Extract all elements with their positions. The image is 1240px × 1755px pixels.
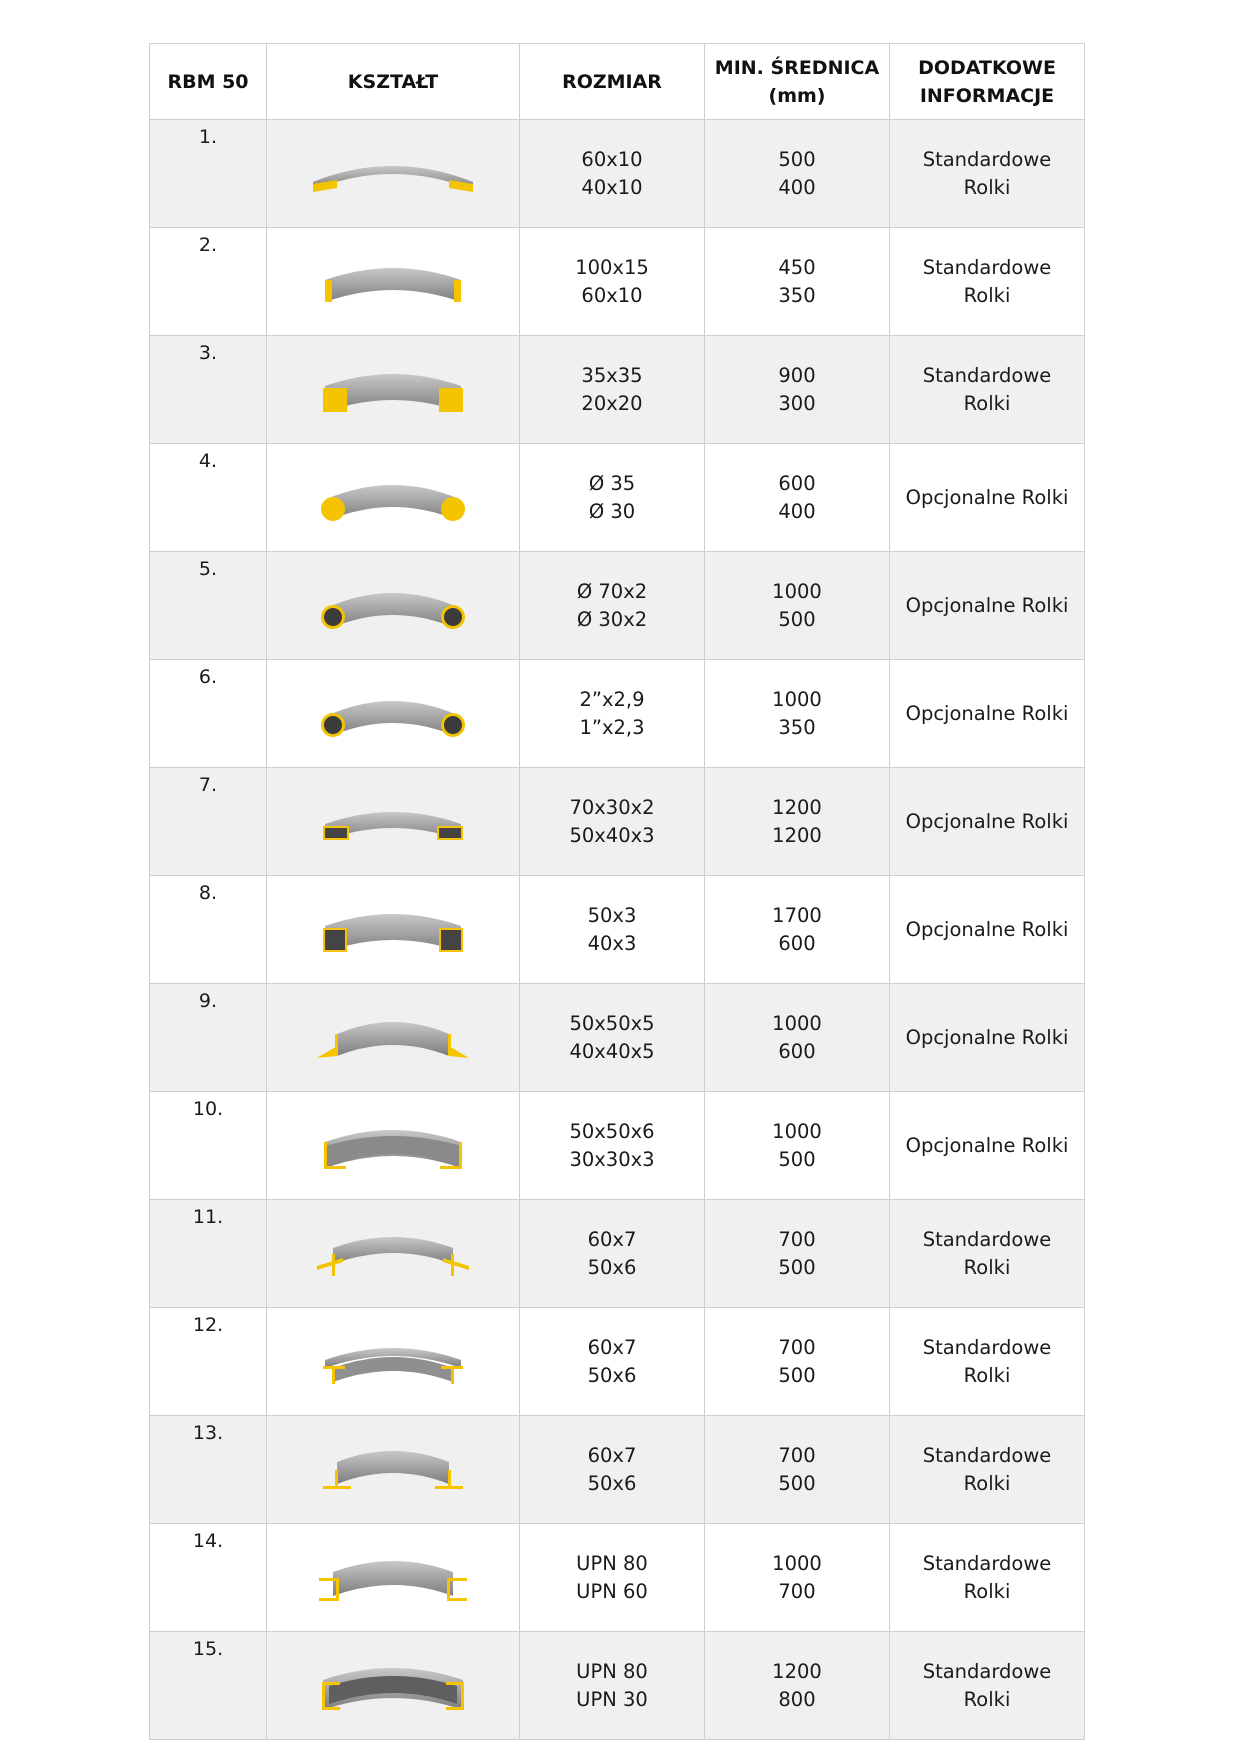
extra-info-value (890, 876, 1085, 984)
extra-info-value-line: Standardowe (922, 1227, 1052, 1251)
min-diameter-value-line: 600 (778, 931, 816, 955)
min-diameter-value (705, 1200, 890, 1308)
min-diameter-value (705, 660, 890, 768)
extra-info-value (890, 660, 1085, 768)
extra-info-value-line: Standardowe (922, 255, 1052, 279)
min-diameter-value (705, 552, 890, 660)
table-row (150, 660, 1085, 768)
min-diameter-value (705, 444, 890, 552)
shape-cell (267, 1200, 520, 1308)
table-row (150, 984, 1085, 1092)
table-row (150, 1632, 1085, 1740)
shape-cell (267, 1632, 520, 1740)
size-value-line: 60x7 (587, 1443, 637, 1467)
min-diameter-value (705, 984, 890, 1092)
shape-cell (267, 1308, 520, 1416)
min-diameter-value-line: 350 (778, 283, 816, 307)
min-diameter-value-line: 450 (778, 255, 816, 279)
table-row (150, 1200, 1085, 1308)
size-value (520, 444, 705, 552)
table-row (150, 1524, 1085, 1632)
extra-info-value (890, 1416, 1085, 1524)
min-diameter-value (705, 768, 890, 876)
min-diameter-value (705, 1092, 890, 1200)
size-value-line: UPN 60 (576, 1579, 648, 1603)
extra-info-value-line: Opcjonalne Rolki (905, 485, 1069, 509)
min-diameter-value (705, 1416, 890, 1524)
row-number: 15. (150, 1632, 267, 1740)
min-diameter-value-line: 500 (778, 1471, 816, 1495)
min-diameter-value-line: 600 (778, 1039, 816, 1063)
row-number: 9. (150, 984, 267, 1092)
size-value (520, 228, 705, 336)
table-row (150, 228, 1085, 336)
row-number: 5. (150, 552, 267, 660)
min-diameter-value-line: 350 (778, 715, 816, 739)
min-diameter-value-line: 1000 (772, 579, 822, 603)
table-row (150, 1416, 1085, 1524)
flat-bar-on-edge-icon (267, 252, 519, 312)
size-value-line: 50x40x3 (569, 823, 655, 847)
size-value-line: 100x15 (575, 255, 649, 279)
min-diameter-value-line: 1200 (772, 795, 822, 819)
bending-spec-table (149, 43, 1085, 1740)
size-value (520, 1092, 705, 1200)
size-value-line: 50x6 (587, 1471, 637, 1495)
extra-info-value-line: Rolki (963, 391, 1011, 415)
size-value (520, 120, 705, 228)
min-diameter-value-line: 700 (778, 1443, 816, 1467)
min-diameter-value-line: 1000 (772, 1011, 822, 1035)
table-header-row (150, 44, 1085, 120)
min-diameter-value-line: 400 (778, 175, 816, 199)
size-value (520, 1632, 705, 1740)
extra-info-value (890, 552, 1085, 660)
min-diameter-value (705, 1632, 890, 1740)
table-row (150, 876, 1085, 984)
square-tube-icon (267, 900, 519, 960)
min-diameter-value (705, 1308, 890, 1416)
row-number: 7. (150, 768, 267, 876)
extra-info-value (890, 1524, 1085, 1632)
header-extra-info: DODATKOWE INFORMACJE (890, 44, 1085, 120)
size-value (520, 1416, 705, 1524)
table-row (150, 552, 1085, 660)
angle-outward-icon (267, 1008, 519, 1068)
row-number: 3. (150, 336, 267, 444)
size-value-line: Ø 35 (588, 471, 636, 495)
size-value-line: 60x10 (581, 283, 643, 307)
shape-cell (267, 552, 520, 660)
min-diameter-value-line: 1200 (772, 1659, 822, 1683)
min-diameter-value-line: 700 (778, 1335, 816, 1359)
extra-info-value (890, 768, 1085, 876)
extra-info-value (890, 336, 1085, 444)
size-value (520, 336, 705, 444)
extra-info-value-line: Rolki (963, 175, 1011, 199)
extra-info-value-line: Standardowe (922, 1659, 1052, 1683)
size-value-line: 60x7 (587, 1227, 637, 1251)
min-diameter-value-line: 900 (778, 363, 816, 387)
shape-cell (267, 984, 520, 1092)
min-diameter-value-line: 700 (778, 1579, 816, 1603)
min-diameter-value-line: 1000 (772, 1551, 822, 1575)
extra-info-value-line: Standardowe (922, 363, 1052, 387)
shape-cell (267, 1524, 520, 1632)
header-shape: KSZTAŁT (267, 44, 520, 120)
square-bar-icon (267, 360, 519, 420)
size-value-line: 40x40x5 (569, 1039, 655, 1063)
min-diameter-value-line: 700 (778, 1227, 816, 1251)
min-diameter-value-line: 500 (778, 147, 816, 171)
size-value-line: 50x6 (587, 1363, 637, 1387)
table-row (150, 336, 1085, 444)
size-value-line: Ø 70x2 (576, 579, 648, 603)
size-value (520, 768, 705, 876)
row-number: 10. (150, 1092, 267, 1200)
extra-info-value-line: Rolki (963, 1687, 1011, 1711)
extra-info-value-line: Opcjonalne Rolki (905, 809, 1069, 833)
min-diameter-value (705, 228, 890, 336)
extra-info-value-line: Opcjonalne Rolki (905, 1133, 1069, 1157)
extra-info-value-line: Opcjonalne Rolki (905, 593, 1069, 617)
extra-info-value-line: Standardowe (922, 1443, 1052, 1467)
extra-info-value-line: Opcjonalne Rolki (905, 1025, 1069, 1049)
min-diameter-value-line: 1000 (772, 1119, 822, 1143)
extra-info-value-line: Rolki (963, 1579, 1011, 1603)
extra-info-value (890, 1308, 1085, 1416)
channel-flange-in-icon (267, 1656, 519, 1716)
size-value-line: 40x3 (587, 931, 637, 955)
table-row (150, 444, 1085, 552)
min-diameter-value-line: 1000 (772, 687, 822, 711)
size-value-line: 50x50x5 (569, 1011, 655, 1035)
shape-cell (267, 228, 520, 336)
extra-info-value-line: Rolki (963, 1363, 1011, 1387)
size-value-line: 70x30x2 (569, 795, 655, 819)
header-min-diameter: MIN. ŚREDNICA (mm) (705, 44, 890, 120)
shape-cell (267, 1092, 520, 1200)
min-diameter-value (705, 1524, 890, 1632)
angle-inward-icon (267, 1116, 519, 1176)
extra-info-value-line: Rolki (963, 1255, 1011, 1279)
shape-cell (267, 768, 520, 876)
channel-flange-out-icon (267, 1548, 519, 1608)
min-diameter-value-line: 500 (778, 1255, 816, 1279)
table-row (150, 1308, 1085, 1416)
tee-flange-in-icon (267, 1332, 519, 1392)
min-diameter-value-line: 500 (778, 1363, 816, 1387)
extra-info-value (890, 228, 1085, 336)
header-model: RBM 50 (150, 44, 267, 120)
extra-info-value (890, 1200, 1085, 1308)
size-value-line: 1”x2,3 (579, 715, 645, 739)
shape-cell (267, 444, 520, 552)
size-value-line: UPN 30 (576, 1687, 648, 1711)
extra-info-value-line: Opcjonalne Rolki (905, 917, 1069, 941)
min-diameter-value-line: 800 (778, 1687, 816, 1711)
extra-info-value-line: Rolki (963, 283, 1011, 307)
min-diameter-value-line: 1200 (772, 823, 822, 847)
extra-info-value (890, 1632, 1085, 1740)
row-number: 8. (150, 876, 267, 984)
size-value (520, 1308, 705, 1416)
size-value-line: 40x10 (581, 175, 643, 199)
row-number: 4. (150, 444, 267, 552)
extra-info-value-line: Standardowe (922, 1551, 1052, 1575)
row-number: 14. (150, 1524, 267, 1632)
extra-info-value (890, 444, 1085, 552)
size-value-line: UPN 80 (576, 1659, 648, 1683)
shape-cell (267, 336, 520, 444)
extra-info-value-line: Standardowe (922, 147, 1052, 171)
table-row (150, 768, 1085, 876)
min-diameter-value-line: 400 (778, 499, 816, 523)
size-value-line: 30x30x3 (569, 1147, 655, 1171)
extra-info-value (890, 120, 1085, 228)
size-value (520, 876, 705, 984)
size-value-line: 50x6 (587, 1255, 637, 1279)
min-diameter-value-line: 500 (778, 1147, 816, 1171)
row-number: 6. (150, 660, 267, 768)
row-number: 2. (150, 228, 267, 336)
row-number: 12. (150, 1308, 267, 1416)
size-value-line: 50x50x6 (569, 1119, 655, 1143)
size-value-line: Ø 30x2 (576, 607, 648, 631)
extra-info-value-line: Rolki (963, 1471, 1011, 1495)
min-diameter-value-line: 500 (778, 607, 816, 631)
row-number: 11. (150, 1200, 267, 1308)
size-value (520, 1200, 705, 1308)
min-diameter-value (705, 336, 890, 444)
size-value-line: Ø 30 (588, 499, 636, 523)
shape-cell (267, 120, 520, 228)
size-value (520, 984, 705, 1092)
table-row (150, 120, 1085, 228)
extra-info-value-line: Standardowe (922, 1335, 1052, 1359)
size-value-line: 2”x2,9 (579, 687, 645, 711)
min-diameter-value (705, 120, 890, 228)
extra-info-value-line: Opcjonalne Rolki (905, 701, 1069, 725)
size-value-line: 35x35 (581, 363, 643, 387)
size-value (520, 552, 705, 660)
row-number: 1. (150, 120, 267, 228)
min-diameter-value-line: 600 (778, 471, 816, 495)
shape-cell (267, 660, 520, 768)
size-value (520, 1524, 705, 1632)
size-value (520, 660, 705, 768)
round-bar-icon (267, 468, 519, 528)
pipe-icon (267, 684, 519, 744)
min-diameter-value-line: 1700 (772, 903, 822, 927)
size-value-line: 60x7 (587, 1335, 637, 1359)
header-size: ROZMIAR (520, 44, 705, 120)
table-row (150, 1092, 1085, 1200)
row-number: 13. (150, 1416, 267, 1524)
size-value-line: 20x20 (581, 391, 643, 415)
size-value-line: 50x3 (587, 903, 637, 927)
rectangular-tube-icon (267, 792, 519, 852)
shape-cell (267, 876, 520, 984)
size-value-line: 60x10 (581, 147, 643, 171)
tee-flange-out-icon (267, 1224, 519, 1284)
extra-info-value (890, 1092, 1085, 1200)
tee-web-out-icon (267, 1440, 519, 1500)
round-tube-icon (267, 576, 519, 636)
extra-info-value (890, 984, 1085, 1092)
shape-cell (267, 1416, 520, 1524)
min-diameter-value (705, 876, 890, 984)
size-value-line: UPN 80 (576, 1551, 648, 1575)
flat-bar-icon (267, 144, 519, 204)
min-diameter-value-line: 300 (778, 391, 816, 415)
